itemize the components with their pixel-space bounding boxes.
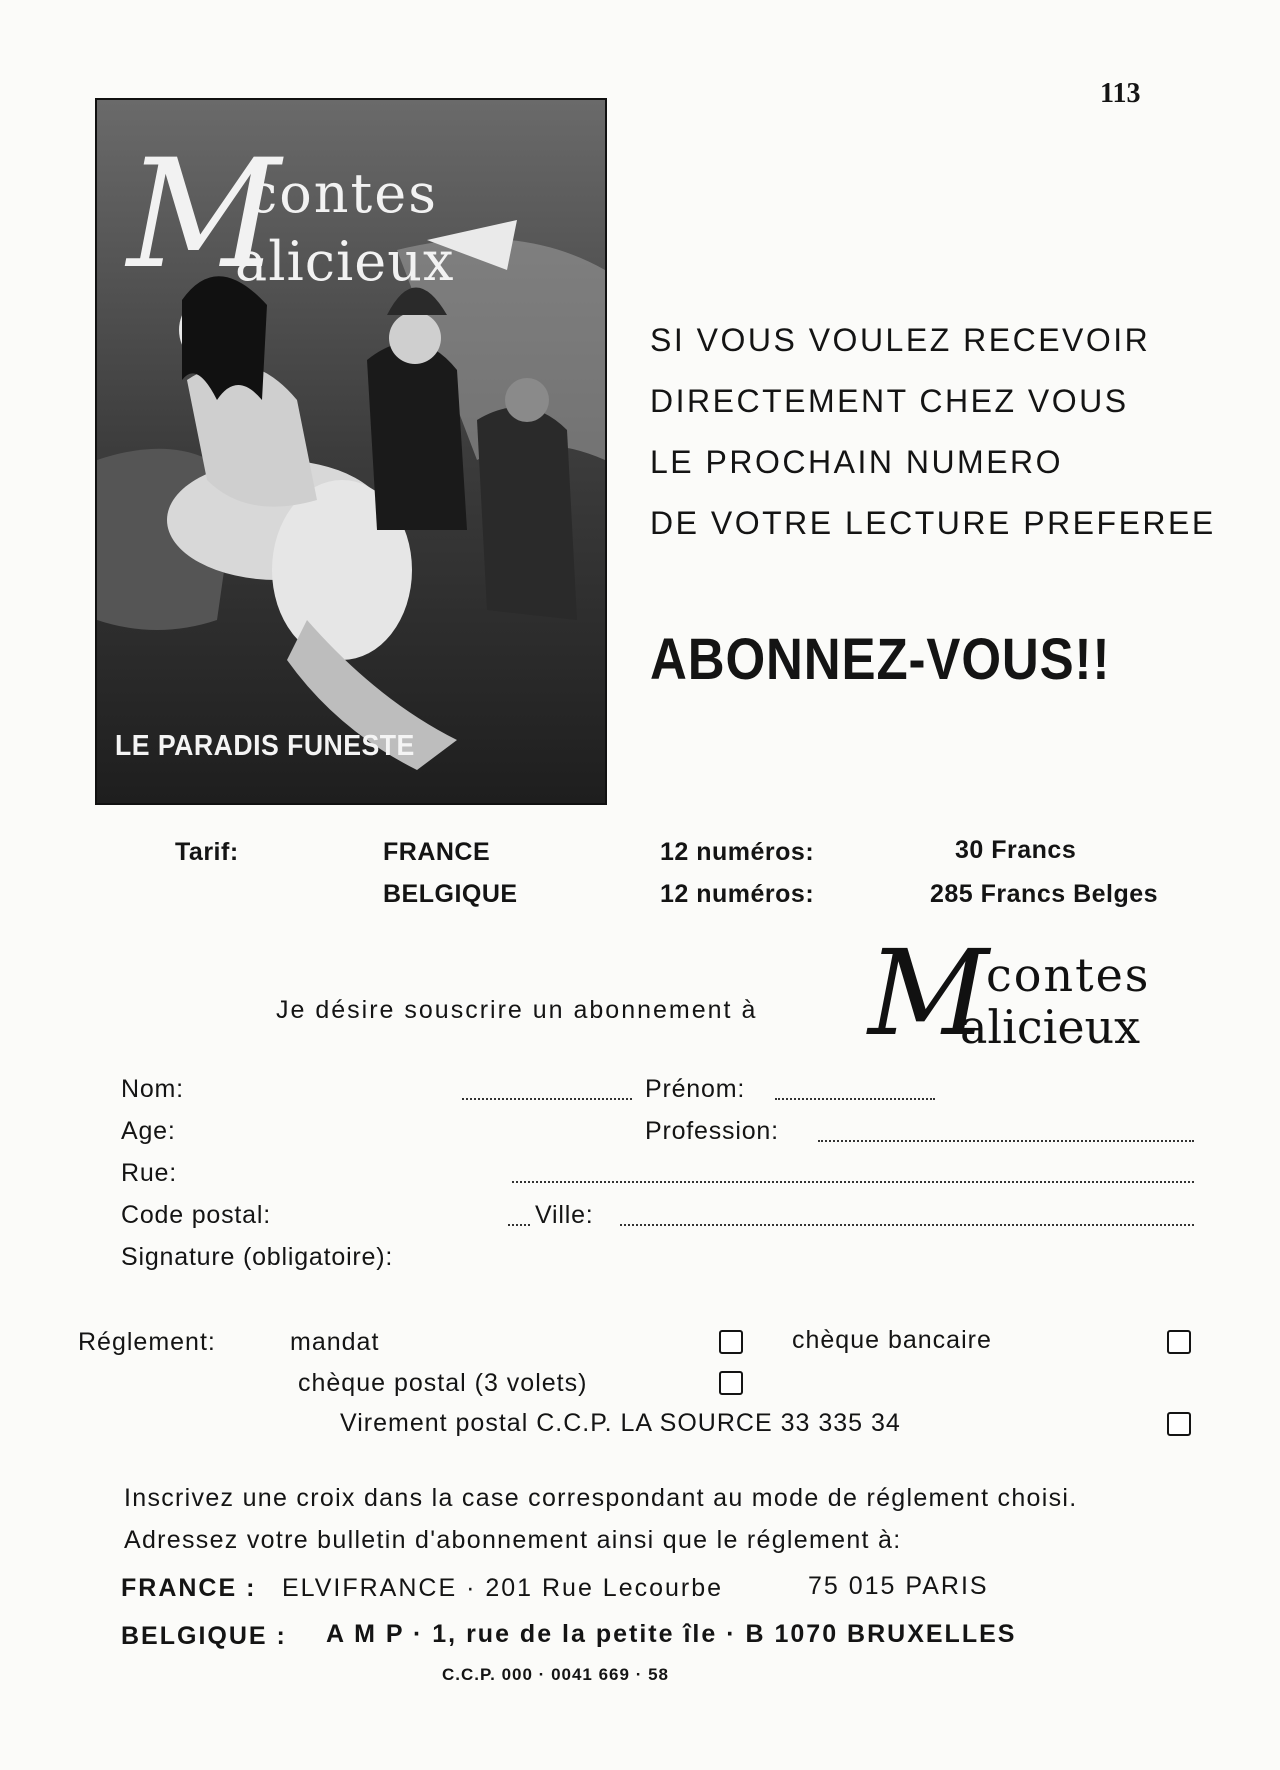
logo-word1: contes <box>986 948 1151 1002</box>
invite-line: LE PROCHAIN NUMERO <box>650 444 1064 480</box>
mandat-label: mandat <box>290 1328 380 1356</box>
belgique-label: BELGIQUE : <box>121 1622 287 1650</box>
logo-word2: alicieux <box>960 1000 1141 1054</box>
belgique-address: A M P · 1, rue de la petite île · B 1070 BRUXELLES <box>326 1620 1017 1648</box>
instruction-line: Adressez votre bulletin d'abonnement ainsi que le réglement à: <box>124 1526 902 1554</box>
subscribe-text: Je désire souscrire un abonnement à <box>276 996 758 1024</box>
invite-line: DIRECTEMENT CHEZ VOUS <box>650 383 1129 419</box>
tarif-price-france: 30 Francs <box>955 836 1077 864</box>
cheque-bancaire-checkbox[interactable] <box>1167 1330 1191 1354</box>
france-label: FRANCE : <box>121 1574 257 1602</box>
ville-field[interactable] <box>620 1224 1194 1226</box>
logo-initial: M <box>868 924 989 1062</box>
nom-field[interactable] <box>462 1098 632 1100</box>
tarif-country-belgique: BELGIQUE <box>383 880 518 908</box>
reglement-label: Réglement: <box>78 1328 216 1356</box>
cover-logo <box>127 128 567 320</box>
tarif-country-france: FRANCE <box>383 838 491 866</box>
profession-label: Profession: <box>645 1117 779 1145</box>
rue-field[interactable] <box>512 1181 1194 1183</box>
cheque-postal-label: chèque postal (3 volets) <box>298 1369 588 1397</box>
tarif-issues-france: 12 numéros: <box>660 838 815 866</box>
ville-label: Ville: <box>535 1201 594 1229</box>
france-address: ELVIFRANCE · 201 Rue Lecourbe <box>282 1574 724 1602</box>
france-city: 75 015 PARIS <box>808 1572 989 1600</box>
cheque-postal-checkbox[interactable] <box>719 1371 743 1395</box>
virement-label: Virement postal C.C.P. LA SOURCE 33 335 34 <box>340 1409 901 1437</box>
ccp-number: C.C.P. 000 · 0041 669 · 58 <box>442 1665 669 1684</box>
tarif-issues-belgique: 12 numéros: <box>660 880 815 908</box>
page-number: 113 <box>1100 78 1141 109</box>
cover-logo-initial: M <box>127 128 281 302</box>
nom-label: Nom: <box>121 1075 184 1103</box>
tarif-price-belgique: 285 Francs Belges <box>930 880 1159 908</box>
invitation-text <box>650 310 1216 554</box>
invite-line: DE VOTRE LECTURE PREFEREE <box>650 505 1216 541</box>
call-to-action: ABONNEZ-VOUS!! <box>650 627 1111 692</box>
tarif-label: Tarif: <box>175 838 239 866</box>
invite-line: SI VOUS VOULEZ RECEVOIR <box>650 322 1151 358</box>
prenom-field[interactable] <box>775 1098 935 1100</box>
code-postal-label: Code postal: <box>121 1201 271 1229</box>
profession-field[interactable] <box>818 1140 1194 1142</box>
cheque-bancaire-label: chèque bancaire <box>792 1326 992 1354</box>
prenom-label: Prénom: <box>645 1075 746 1103</box>
virement-checkbox[interactable] <box>1167 1412 1191 1436</box>
code-postal-field[interactable] <box>508 1224 530 1226</box>
instruction-line: Inscrivez une croix dans la case correspondant au mode de réglement choisi. <box>124 1484 1078 1512</box>
magazine-cover <box>95 98 607 805</box>
cover-title: LE PARADIS FUNESTE <box>115 730 415 762</box>
signature-label: Signature (obligatoire): <box>121 1243 394 1271</box>
magazine-logo <box>868 924 1188 1062</box>
cover-logo-word1: contes <box>247 162 438 225</box>
rue-label: Rue: <box>121 1159 178 1187</box>
cover-logo-word2: alicieux <box>235 230 455 293</box>
age-label: Age: <box>121 1117 176 1145</box>
mandat-checkbox[interactable] <box>719 1330 743 1354</box>
